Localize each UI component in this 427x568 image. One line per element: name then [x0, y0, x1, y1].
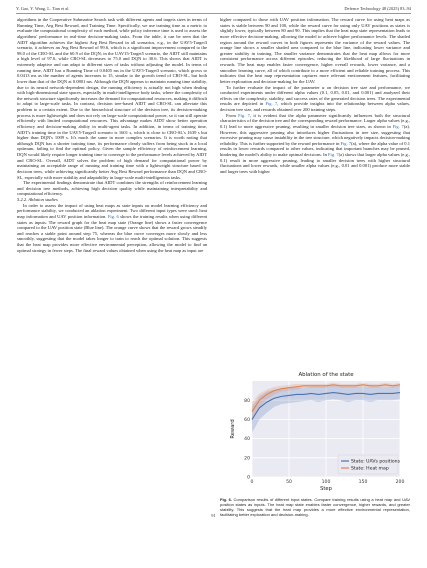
section-heading-ablation: 5.2.2. Ablation studies [17, 197, 58, 202]
left-column [17, 17, 207, 253]
page-number: 91 [211, 513, 216, 518]
left-paragraph-1: algorithms in the Cooperative Submarine Search task with different agents and targets sizes in terms of Running Time, Avg Best Reward, and Training Time. Specifically, we use training time as a metric to evaluate the computational complexity of each method, while policy inference time is used to assess the algorithms' performance in real-time decision-making tasks. From the table, it can be seen that the AIDT algorithm achieves the highest Avg Best Reward in all scenarios, e.g., in the UAV5-Target3 scenario, it achieves an Avg Best Reward of 99.6, which is a significant improvement compared to the 98.0 of the CRO-SL and the 60.9 of the DQN; in the UAV15-Target5 scenario, the AIDT still maintains a high level of 97.6, while CRO-SL decreases to 75.0 and DQN to 30.6. This shows that AIDT is extremely adaptive and can adapt to different sizes of tasks without adjusting the model. In terms of running time, AIDT has a Running Time of 0.0405 ms in the UAV5-Target3 scenario, which grows to 0.0413 ms as the number of agents increases to 15, similar to the growth trend of CRO-SL, but both lower than that of the DQN at 0.0801 ms. Although the DQN appears to maintain running time stability, due to its neural network-dependent design, the running efficiency is actually not high when dealing with high-dimensional state spaces, especially in multi-intelligence body tasks, where the complexity of the network structure significantly increases the demand for computational resources, making it difficult to adapt to large-scale tasks. In contrast, decision tree-based AIDT and CRO-SL can alleviate this problem to a certain extent. Due to the hierarchical structure of the decision tree, its decision-making process is more lightweight and does not rely on large-scale computational power, so it can still operate efficiently with limited computational resources. This advantage makes AIDT show better operation efficiency and decision-making ability in multi-agent tasks. In addition, in terms of training time, AIDT's training time in the UAV5-Target3 scenario is 1601 s, which is close to CRO-SL's 1639 s but higher than DQN's 1009 s. It's much the same in more complex scenarios. It is worth noting that although DQN has a shorter training time, its performance clearly suffers from being stuck in a local optimum, failing to find the optimal policy. Given the sample efficiency of reinforcement learning, DQN would likely require longer training time to converge to the performance levels achieved by AIDT and CRO-SL. Overall, AIDT solves the problem of high demand for computational power by maintaining an acceptable range of running and training time with a lightweight structure based on decision trees, while achieving significantly better Avg Best Reward performance than DQN and CRO-SL, especially with more stability and adaptability in large-scale multi-intelligentsia tasks. [17, 17, 207, 180]
text-run: In order to assess the impact of using heat maps as state inputs on model learning efficiency and performance stability, we conducted an ablation experiment. Two different input types were used: heat map information and UAV position information. [17, 202, 207, 219]
header-authors: Y. Gao, Y. Wang, L. Tian et al. [16, 6, 70, 11]
caption-label: Fig. 6. [220, 497, 232, 502]
x-tick-label: 50 [286, 480, 292, 485]
text-run: From [226, 112, 239, 118]
x-axis-label: Step [320, 486, 332, 492]
text-run: (a), where the alpha value of 0.1 results in lower rewards compared to other values, indicating that important branches may be pruned, hindering the model's ability to make optimal decisions. In [220, 140, 410, 157]
y-axis-label: Reward [230, 419, 236, 439]
x-tick-label: 150 [358, 480, 368, 485]
right-paragraph-3 [220, 113, 410, 175]
y-tick-label: 60 [244, 418, 250, 423]
fig7-link[interactable]: Fig. 7 [328, 152, 339, 157]
y-tick-label: 40 [244, 437, 250, 443]
fig7-link[interactable]: Fig. 7 [238, 112, 250, 118]
text-run: (a). However, this aggressive pruning also introduces higher fluctuations in tree size, suggesting that excessive pruning may cause instability in the tree structure, which negatively impacts decision-making reliability. This is further supported by the reward performance in [220, 123, 410, 146]
left-paragraph-3 [17, 203, 207, 254]
caption-text: Comparison results of different input states. Compare training results using a heat map and UAV position states as inputs. The heat map state enables faster convergence, higher rewards, and greater stability. This suggests that the heat map provides a more effective environmental representation, facilitating better exploration and decision-making. [220, 497, 410, 517]
x-tick-label: 100 [321, 480, 331, 485]
right-paragraph-1: higher compared to those with UAV position information. The reward curve for using heat maps as states is stable between 90 and 100, while the reward curve for using only UAV positions as states is slightly lower, typically between 80 and 90. This implies that the heat map state representation leads to more effective decision-making, allowing the model to achieve higher performance levels. The shaded region around the reward curves in both figures represents the variance of the reward values. The orange line shows a smaller shaded area compared to the blue line, indicating lower variance and greater stability in training. The smaller variance demonstrates that the heat map allows for more consistent performance across different episodes, reducing the likelihood of large fluctuations in rewards. The heat map enables faster convergence, higher overall rewards, lower variance, and a smoother learning curve, all of which contribute to a more efficient and reliable training process. This indicates that the heat map representation captures more relevant environment features, facilitating better exploration and decision-making for the UAV. [220, 17, 410, 84]
legend-label-1: State: Heat map [351, 466, 389, 472]
figure-6 [220, 365, 410, 493]
text-run: , it is evident that the alpha parameter significantly influences both the structural characteristics of the decision tree and the corresponding reward performance. Larger alpha values (e.g., 0.1) lead to more aggressive pruning, resulting in smaller decision tree sizes, as shown in [220, 112, 410, 129]
text-run: (a) shows that larger alpha values (e.g., 0.1) result in more aggressive pruning, leading to smaller decision trees with higher structural fluctuations and lower rewards, while smaller alpha values (e.g., 0.01 and 0.001) produce more stable and larger trees with higher [220, 152, 410, 174]
legend-label-0: State: UAVs positions [351, 459, 400, 465]
left-paragraph-2: The experimental findings demonstrate that AIDT combines the strengths of reinforcement learning and decision tree methods, achieving high decision quality while maintaining interpretability and computational efficiency. [17, 180, 207, 197]
y-tick-label: 20 [244, 456, 250, 462]
text-run: , which provide insights into the relationship between alpha values, decision tree size, and rewards obtained over 200 training steps. [220, 101, 410, 112]
header-journal: Defence Technology 48 (2025) 83–94 [344, 6, 411, 11]
right-column [220, 17, 410, 175]
header-rule [16, 13, 411, 14]
text-run: shows the training results when using different states as inputs. The reward graph for the heat map state (Orange line) shows a faster convergence compared to the UAV position state (Blue line). The orange curve shows that the reward grows steadily and reaches a stable point around step 75, whereas the blue curve converges more slowly and less smoothly, suggesting that the model takes longer to train to reach the optimal solution. This suggests that the heat map provides more effective environmental perception, allowing the model to find an optimal strategy in fewer steps. The final reward values obtained when using the heat map as input are [17, 213, 207, 253]
x-tick-label: 200 [395, 480, 405, 485]
y-tick-label: 80 [244, 398, 250, 404]
text-run: To further evaluate the impact of the parameter α on decision tree size and performance, we conducted experiments under different alpha values (0.1, 0.05, 0.01, and 0.001) and analyzed their effects on the complexity, stability, and success rates of the generated decision trees. The experimental results are depicted in [220, 84, 410, 107]
y-tick-label: 0 [247, 475, 250, 481]
right-paragraph-2 [220, 85, 410, 113]
ablation-chart [220, 365, 410, 493]
fig6-link[interactable]: Fig. 6 [107, 213, 119, 219]
fig7-link[interactable]: Fig. 7 [340, 140, 352, 146]
running-header [16, 6, 411, 14]
chart-title: Ablation of the state [298, 372, 354, 378]
x-tick-label: 0 [250, 480, 254, 485]
fig7-link[interactable]: Fig. 7 [392, 123, 404, 129]
fig7-link[interactable]: Fig. 7 [265, 101, 278, 107]
